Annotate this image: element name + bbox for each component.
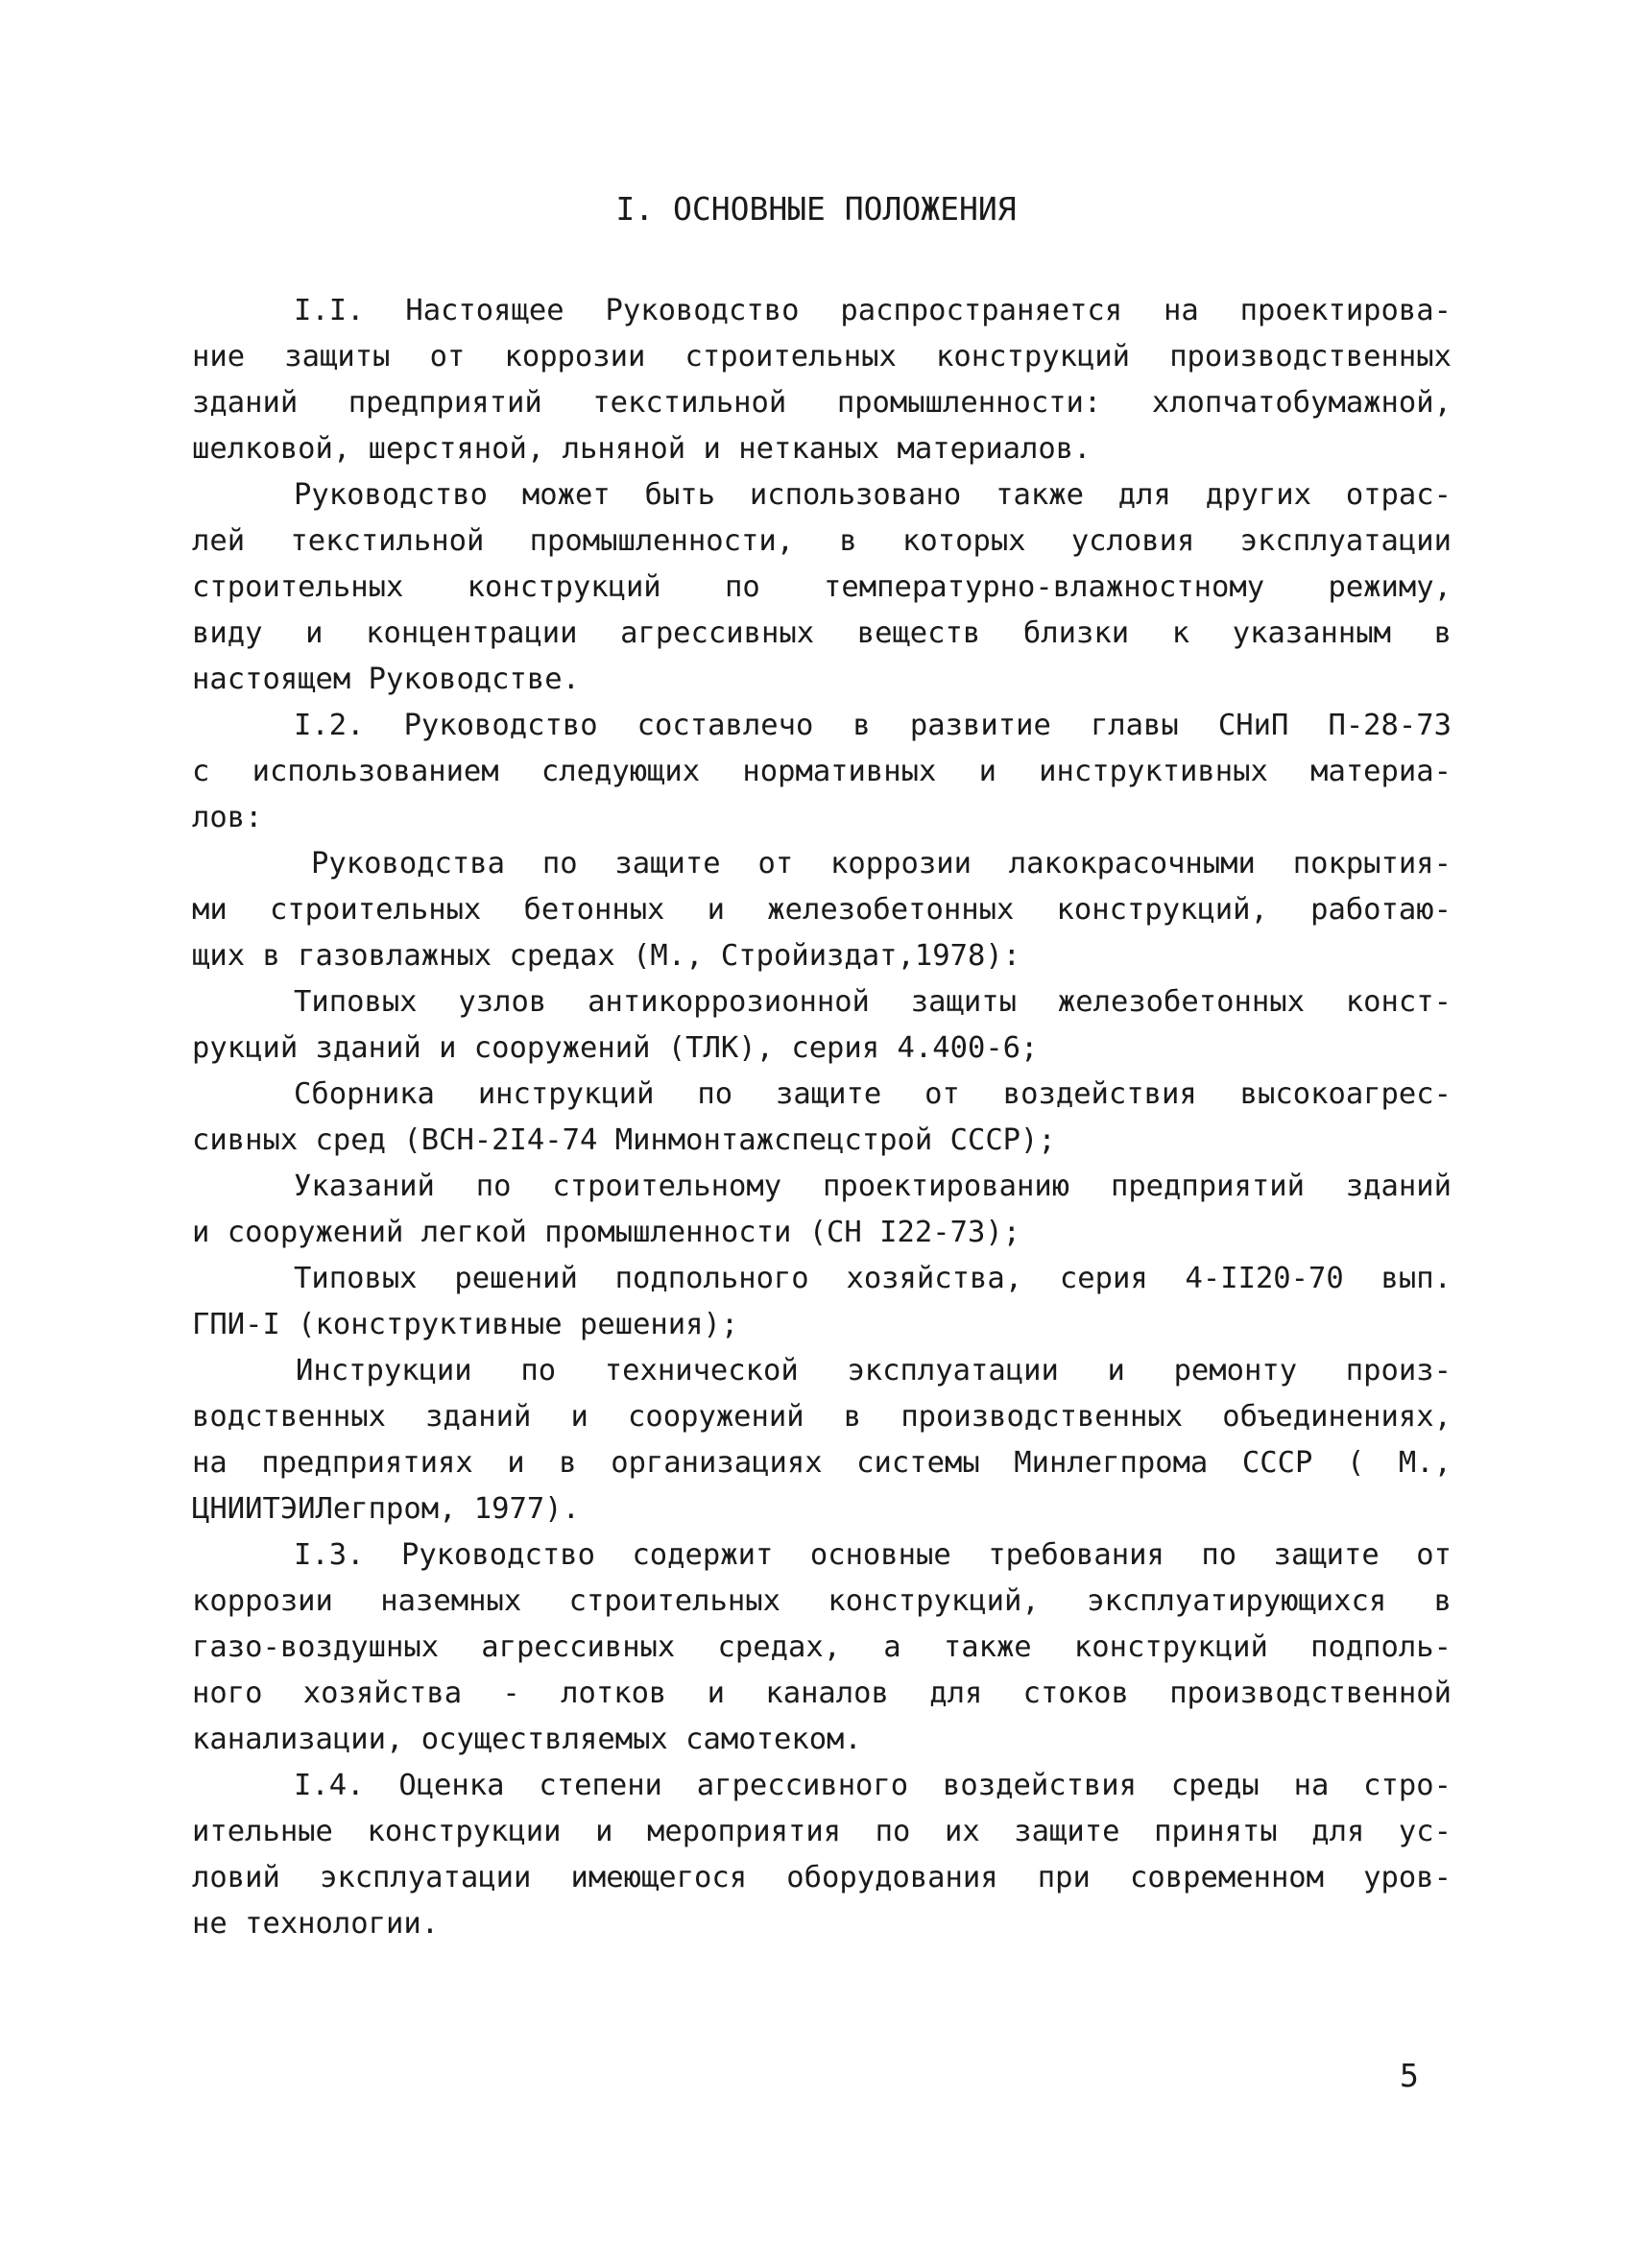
text-line: газо-воздушных агрессивных средах, а также конструкций подполь- bbox=[192, 1630, 1452, 1664]
page-number: 5 bbox=[1400, 2057, 1419, 2094]
text-line: строительных конструкций по температурно-влажностному режиму, bbox=[192, 570, 1452, 604]
text-line: ГПИ-I (конструктивные решения); bbox=[192, 1308, 739, 1341]
text-line: с использованием следующих нормативных и инструктивных материа- bbox=[192, 755, 1452, 788]
text-line: водственных зданий и сооружений в производственных объединениях, bbox=[192, 1400, 1452, 1434]
text-line: ительные конструкции и мероприятия по их защите приняты для ус- bbox=[192, 1815, 1452, 1848]
text-line: не технологии. bbox=[192, 1907, 440, 1941]
text-line: I.I. Настоящее Руководство распространяется на проектирова- bbox=[294, 294, 1452, 327]
text-line: Указаний по строительному проектированию предприятий зданий bbox=[294, 1170, 1452, 1203]
text-line: Типовых решений подпольного хозяйства, серия 4-II20-70 вып. bbox=[294, 1262, 1452, 1295]
text-line: ми строительных бетонных и железобетонных конструкций, работаю- bbox=[192, 893, 1452, 927]
text-line: шелковой, шерстяной, льняной и нетканых материалов. bbox=[192, 432, 1092, 466]
text-line: Инструкции по технической эксплуатации и ремонту произ- bbox=[296, 1354, 1452, 1387]
text-line: Типовых узлов антикоррозионной защиты железобетонных конст- bbox=[294, 985, 1452, 1019]
text-line: Руководство может быть использовано также для других отрас- bbox=[294, 478, 1452, 512]
text-line: рукций зданий и сооружений (ТЛК), серия 4.400-6; bbox=[192, 1031, 1039, 1065]
text-line: Руководства по защите от коррозии лакокрасочными покрытия- bbox=[311, 847, 1452, 881]
text-line: I.2. Руководство составлечо в развитие главы СНиП П-28-73 bbox=[294, 709, 1452, 742]
text-line: канализации, осуществляемых самотеком. bbox=[192, 1723, 862, 1756]
text-line: лов: bbox=[192, 801, 263, 834]
text-line: на предприятиях и в организациях системы Минлегпрома СССР ( М., bbox=[192, 1446, 1452, 1480]
body-text bbox=[192, 288, 1452, 1947]
text-line: ного хозяйства - лотков и каналов для стоков производственной bbox=[192, 1677, 1452, 1710]
text-line: I.3. Руководство содержит основные требования по защите от bbox=[294, 1538, 1452, 1572]
text-line: Сборника инструкций по защите от воздействия высокоагрес- bbox=[294, 1077, 1452, 1111]
text-line: коррозии наземных строительных конструкций, эксплуатирующихся в bbox=[192, 1584, 1452, 1618]
text-line: щих в газовлажных средах (М., Стройиздат,1978): bbox=[192, 939, 1021, 973]
text-line: I.4. Оценка степени агрессивного воздействия среды на стро- bbox=[294, 1769, 1452, 1802]
text-line: настоящем Руководстве. bbox=[192, 663, 580, 696]
text-line: лей текстильной промышленности, в которых условия эксплуатации bbox=[192, 524, 1452, 558]
text-line: ЦНИИТЭИЛегпром, 1977). bbox=[192, 1492, 580, 1526]
text-line: виду и концентрации агрессивных веществ близки к указанным в bbox=[192, 616, 1452, 650]
text-line: и сооружений легкой промышленности (СН I22-73); bbox=[192, 1216, 1021, 1249]
section-heading: I. ОСНОВНЫЕ ПОЛОЖЕНИЯ bbox=[615, 190, 1017, 228]
text-line: сивных сред (ВСН-2I4-74 Минмонтажспецстрой СССР); bbox=[192, 1123, 1056, 1157]
text-line: ловий эксплуатации имеющегося оборудования при современном уров- bbox=[192, 1861, 1452, 1894]
text-line: зданий предприятий текстильной промышленности: хлопчатобумажной, bbox=[192, 386, 1452, 420]
text-line: ние защиты от коррозии строительных конструкций производственных bbox=[192, 340, 1452, 374]
